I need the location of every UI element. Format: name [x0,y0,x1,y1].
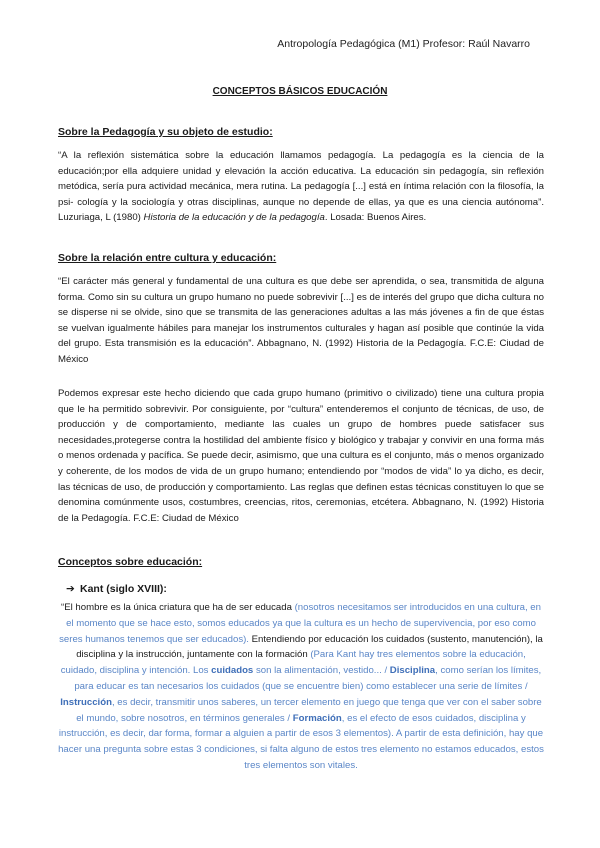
page-header: Antropología Pedagógica (M1) Profesor: Raúl Navarro [277,38,530,50]
kant-term-instruccion: Instrucción [60,696,112,708]
quote-cultura: “El carácter más general y fundamental de una cultura es que debe ser aprendida, o sea, transmitida de alguna forma. Como sin su cultura un grupo humano no puede sobrevivir [...] es de interés del grupo que dicha cultura no se disperse ni se olvide, sino que se transmita de las generaciones adultas a las más jóvenes a fin de que éstas se vuelvan igualmente hábiles para manejar los instrumentos culturales y hagan así posible que continúe la vida del grupo. Esta transmisión es la educación”. Abbagnano, N. (1992) Historia de la Pedagogía. F.C.E: Ciudad de México [58,276,544,365]
kant-term-disciplina: Disciplina [389,665,436,677]
arrow-right-icon: ➔ [66,583,75,595]
section-heading-pedagogia: Sobre la Pedagogía y su objeto de estudio: [58,126,273,138]
paragraph-cultura: Podemos expresar este hecho diciendo que cada grupo humano (primitivo o civilizado) tiene una cultura propia que le ha permitido sobrevivir. Por consiguiente, por “cultura” entenderemos el conjunto de técnicas, de uso, de producción y de comportamiento, mediante las cuales un grupo de hombres puede satisfacer sus necesidades,protegerse contra la hostilidad del ambiente físico y biológico y trabajar y convivir en una forma más o menos ordenada y pacífica. Se puede decir, asimismo, que una cultura es el conjunto, más o menos organizado y coherente, de los modos de vida de un grupo humano; entendiendo por “modos de vida” lo ya dicho, es decir, las técnicas de uso, de producción y comportamiento. Las reglas que definen estas técnicas constituyen lo que se denomina comúnmente usos, costumbres, creencias, ritos, ceremonias, etcétera. Abbagnano, N. (1992) Historia de la Pedagogía. F.C.E: Ciudad de México [58,388,544,524]
kant-note-5: , es decir, transmitir unos saberes, un tercer elemento en juego que tenga que ver con el saber sobre el mundo, sobre nosotros, en términos generales / [76,696,542,724]
quote-pedagogia-tail: . Losada: Buenos Aires. [324,212,427,224]
page-title: CONCEPTOS BÁSICOS EDUCACIÓN [212,86,388,97]
kant-heading-text: Kant (siglo XVIII): [80,583,167,595]
kant-text-2: Entendiendo por educación los cuidados (sustento, manutención), la disciplina y la instrucción, juntamente con la formación [76,633,543,661]
kant-term-formacion: Formación [292,712,342,724]
section-heading-conceptos: Conceptos sobre educación: [58,556,203,568]
kant-note-6: , es el efecto de esos cuidados, disciplina y instrucción, es decir, dar forma, formar a alguien a partir de esos 3 elementos). A partir de esta definición, hay que hacer una pregunta sobre estas 3 condiciones, si falta alguno de estos tres elemento no estamos educados, estos tres elementos son vitales. [58,712,544,771]
kant-note-1: (nosotros necesitamos ser introducidos en una cultura, en el momento que se hace esto, somos educados ya que la cultura es un hecho de supervivencia, por eso como seres humanos tenemos que ser educados). [59,602,541,645]
kant-note-2: (Para Kant hay tres elementos sobre la educación, cuidado, disciplina y intención. Los [60,649,526,677]
kant-paragraph [58,600,544,774]
section-heading-cultura: Sobre la relación entre cultura y educación: [58,252,277,264]
kant-heading [66,583,167,595]
quote-pedagogia [58,148,544,226]
kant-note-3: son la alimentación, vestido... / [253,665,390,677]
kant-note-4: , como serían los límites, para educar es tan necesarios los cuidados (que se encuentre bien) como establecer una serie de límites / [74,665,542,692]
kant-term-cuidados: cuidados [211,665,254,677]
quote-pedagogia-book-title: Historia de la educación y de la pedagogía [143,212,325,224]
quote-pedagogia-text: “A la reflexión sistemática sobre la educación llamamos pedagogía. La pedagogía es la ciencia de la educación;por ella adquiere unidad y elevación la acción educativa. La educación sin pedagogía, sin reflexión metódica, sería pura actividad mecánica, mera rutina. La pedagogía [...] está en íntima relación con la filosofía, la psi- cología y la sociología y otras disciplinas, aunque no depende de ellas, ya que es una ciencia autónoma”. Luzuriaga, L (1980) [58,150,544,224]
kant-text-1: “El hombre es la única criatura que ha de ser educada [61,602,295,613]
